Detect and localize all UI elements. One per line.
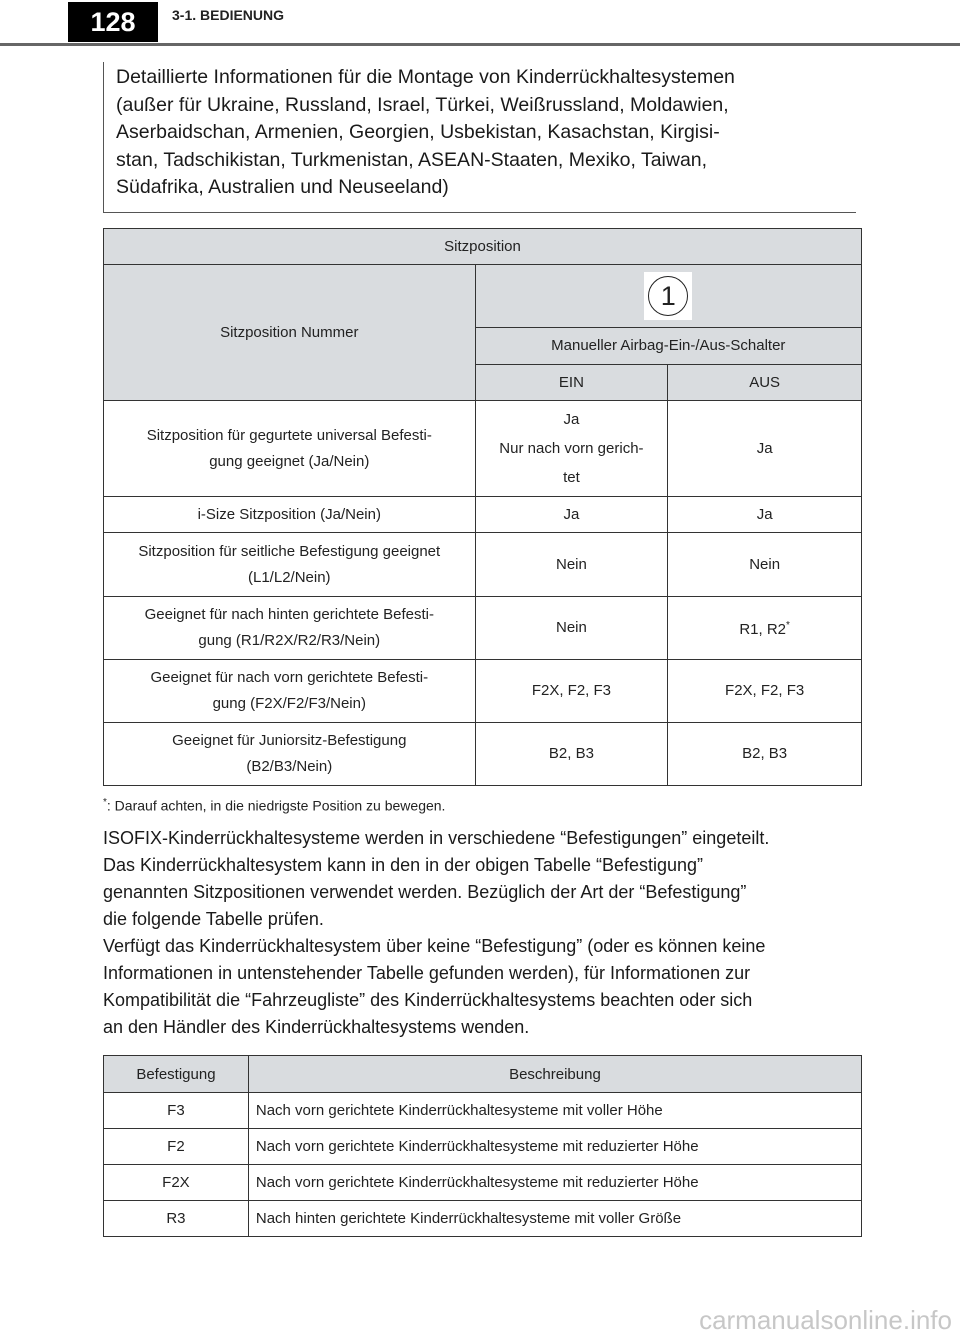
footnote-text: : Darauf achten, in die niedrigste Position zu bewegen. bbox=[106, 797, 446, 814]
footnote bbox=[103, 797, 445, 814]
row-ein-value: Ja Nur nach vorn gerich- tet bbox=[475, 401, 668, 497]
watermark: carmanualsonline.info bbox=[699, 1305, 952, 1335]
attachment-table bbox=[103, 1055, 862, 1237]
table-row bbox=[104, 723, 862, 786]
column-ein: EIN bbox=[475, 365, 668, 401]
attachment-code: R3 bbox=[104, 1201, 249, 1237]
section-title: 3-1. BEDIENUNG bbox=[172, 7, 285, 23]
table-row bbox=[104, 1093, 862, 1129]
paragraph: ISOFIX-Kinderrückhaltesysteme werden in verschiedene “Befestigungen” eingeteilt. Das Kinderrückhaltesystem kann in den in der obigen Tabelle “Befestigung” genannten Sitzpositionen verwendet werden. Bezüglich der Art der “Befestigung” die folgende Tabelle prüfen. bbox=[103, 828, 770, 929]
attachment-description: Nach hinten gerichtete Kinderrückhaltesysteme mit voller Größe bbox=[248, 1201, 861, 1237]
header-befestigung: Befestigung bbox=[104, 1056, 249, 1093]
table-row bbox=[104, 1165, 862, 1201]
info-box-text bbox=[116, 64, 851, 202]
row-aus-value: Ja bbox=[668, 497, 862, 533]
body-text bbox=[103, 825, 863, 1041]
row-label: Sitzposition für seitliche Befestigung geeignet (L1/L2/Nein) bbox=[104, 533, 476, 597]
attachment-description: Nach vorn gerichtete Kinderrückhaltesysteme mit reduzierter Höhe bbox=[248, 1129, 861, 1165]
seat-number-label: Sitzposition Nummer bbox=[104, 265, 476, 401]
row-ein-value: B2, B3 bbox=[475, 723, 668, 786]
attachment-code: F3 bbox=[104, 1093, 249, 1129]
seat-position-table bbox=[103, 228, 862, 786]
row-ein-value: Ja bbox=[475, 497, 668, 533]
info-box bbox=[103, 62, 856, 213]
attachment-description: Nach vorn gerichtete Kinderrückhaltesysteme mit voller Höhe bbox=[248, 1093, 861, 1129]
row-ein-value: Nein bbox=[475, 597, 668, 660]
header-divider bbox=[0, 43, 960, 46]
table-row bbox=[104, 660, 862, 723]
page-header bbox=[0, 0, 960, 46]
info-line: (außer für Ukraine, Russland, Israel, Türkei, Weißrussland, Moldawien, bbox=[116, 93, 729, 116]
row-aus-value: F2X, F2, F3 bbox=[668, 660, 862, 723]
page-number: 128 bbox=[68, 2, 158, 42]
attachment-code: F2 bbox=[104, 1129, 249, 1165]
table-row bbox=[104, 1201, 862, 1237]
airbag-switch-label: Manueller Airbag-Ein-/Aus-Schalter bbox=[475, 328, 861, 365]
table-row bbox=[104, 401, 862, 497]
info-line: Südafrika, Australien und Neuseeland) bbox=[116, 176, 449, 198]
info-line: Aserbaidschan, Armenien, Georgien, Usbekistan, Kasachstan, Kirgisi- bbox=[116, 121, 720, 143]
header-beschreibung: Beschreibung bbox=[248, 1056, 861, 1093]
row-label: Geeignet für Juniorsitz-Befestigung (B2/B3/Nein) bbox=[104, 723, 476, 786]
row-label: i-Size Sitzposition (Ja/Nein) bbox=[104, 497, 476, 533]
row-aus-value: R1, R2* bbox=[668, 597, 862, 660]
footnote-mark: * bbox=[103, 797, 107, 808]
row-label: Geeignet für nach vorn gerichtete Befesti- gung (F2X/F2/F3/Nein) bbox=[104, 660, 476, 723]
row-label: Sitzposition für gegurtete universal Befesti- gung geeignet (Ja/Nein) bbox=[104, 401, 476, 497]
row-ein-value: F2X, F2, F3 bbox=[475, 660, 668, 723]
footnote-marker: * bbox=[786, 620, 790, 631]
row-ein-value: Nein bbox=[475, 533, 668, 597]
row-aus-value: Ja bbox=[668, 401, 862, 497]
paragraph: Verfügt das Kinderrückhaltesystem über keine “Befestigung” (oder es können keine Informationen in untenstehender Tabelle gefunden werden), für Informationen zur Kompatibilität die “Fahrzeugliste” des Kinderrückhaltesystems beachten oder sich an den Händler des Kinderrückhaltesystems wenden. bbox=[103, 936, 766, 1037]
table-row bbox=[104, 597, 862, 660]
seat-number-cell bbox=[475, 265, 861, 328]
column-aus: AUS bbox=[668, 365, 862, 401]
row-aus-value: B2, B3 bbox=[668, 723, 862, 786]
attachment-description: Nach vorn gerichtete Kinderrückhaltesysteme mit reduzierter Höhe bbox=[248, 1165, 861, 1201]
table-title: Sitzposition bbox=[104, 229, 862, 265]
row-aus-value: Nein bbox=[668, 533, 862, 597]
table-row bbox=[104, 533, 862, 597]
table-row bbox=[104, 497, 862, 533]
info-line: Detaillierte Informationen für die Montage von Kinderrückhaltesystemen bbox=[116, 66, 735, 88]
table-row bbox=[104, 1129, 862, 1165]
info-line: stan, Tadschikistan, Turkmenistan, ASEAN-Staaten, Mexiko, Taiwan, bbox=[116, 148, 708, 171]
attachment-code: F2X bbox=[104, 1165, 249, 1201]
row-label: Geeignet für nach hinten gerichtete Befesti- gung (R1/R2X/R2/R3/Nein) bbox=[104, 597, 476, 660]
seat-number-badge: 1 bbox=[648, 276, 688, 316]
